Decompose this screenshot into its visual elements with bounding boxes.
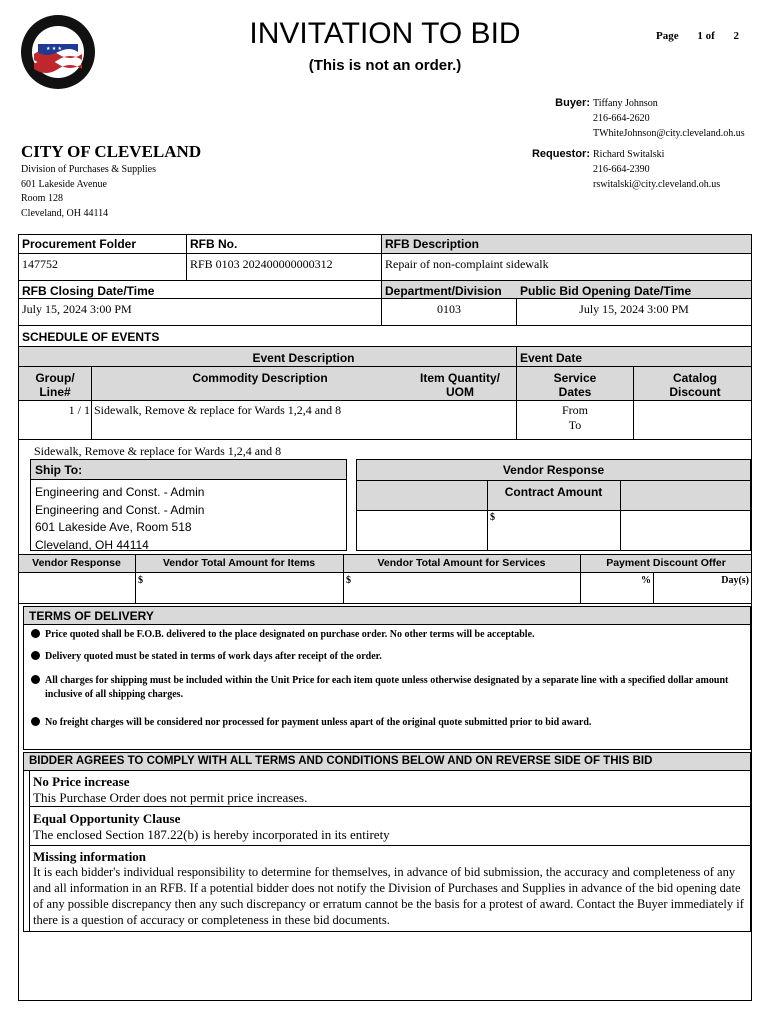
rfb-no-label: RFB No. xyxy=(190,237,238,251)
equal-opportunity-title: Equal Opportunity Clause xyxy=(33,811,181,826)
buyer-email: TWhiteJohnson@city.cleveland.oh.us xyxy=(593,128,745,139)
total-items-dollar: $ xyxy=(138,575,143,586)
rfb-description: Repair of non-complaint sidewalk xyxy=(385,257,549,271)
total-items-label: Vendor Total Amount for Items xyxy=(162,557,316,569)
bullet-icon xyxy=(31,675,40,684)
missing-info-title: Missing information xyxy=(33,849,147,864)
procurement-folder: 147752 xyxy=(22,257,58,271)
buyer-name: Tiffany Johnson xyxy=(593,98,658,109)
rfb-no: RFB 0103 202400000000312 xyxy=(190,257,333,271)
catalog-discount-label: Catalog Discount xyxy=(669,371,721,399)
requestor-email: rswitalski@city.cleveland.oh.us xyxy=(593,179,721,190)
buyer-info xyxy=(593,96,745,141)
rfb-closing: July 15, 2024 3:00 PM xyxy=(22,302,132,316)
opening: July 15, 2024 3:00 PM xyxy=(579,302,689,316)
requestor-name: Richard Switalski xyxy=(593,149,665,160)
page-indicator: Page 1 of 2 xyxy=(656,30,740,42)
discount-percent: % xyxy=(641,575,651,586)
page-title: INVITATION TO BID xyxy=(249,17,521,50)
event-description-label: Event Description xyxy=(252,351,355,365)
conditions-label: BIDDER AGREES TO COMPLY WITH ALL TERMS AND CONDITIONS BELOW AND ON REVERSE SIDE OF THIS BID xyxy=(29,755,653,767)
commodity-label: Commodity Description xyxy=(192,371,328,385)
schedule-label: SCHEDULE OF EVENTS xyxy=(22,330,160,344)
ship-to-address: Engineering and Const. - Admin Engineering and Const. - Admin 601 Lakeside Ave, Room 518 Cleveland, OH 44114 xyxy=(35,485,205,552)
service-dates-label: Service Dates xyxy=(553,371,597,399)
requestor-phone: 216-664-2390 xyxy=(593,164,650,175)
event-date-label: Event Date xyxy=(520,351,583,365)
quantity-label: Item Quantity/ UOM xyxy=(419,371,500,399)
dept-label: Department/Division xyxy=(385,284,502,298)
bullet-icon xyxy=(31,651,40,660)
total-services-dollar: $ xyxy=(346,575,351,586)
rfb-closing-label: RFB Closing Date/Time xyxy=(22,284,155,298)
svg-text:★ ★ ★: ★ ★ ★ xyxy=(46,47,62,52)
contract-amount-input[interactable] xyxy=(498,512,616,548)
term-item-2: Delivery quoted must be stated in terms of work days after receipt of the order. xyxy=(31,650,731,664)
org-name: CITY OF CLEVELAND xyxy=(21,142,202,161)
rfb-description-label: RFB Description xyxy=(385,237,480,251)
buyer-phone: 216-664-2620 xyxy=(593,113,650,124)
procurement-folder-label: Procurement Folder xyxy=(22,237,137,251)
bullet-icon xyxy=(31,717,40,726)
opening-label: Public Bid Opening Date/Time xyxy=(520,284,692,298)
total-services-input[interactable] xyxy=(354,575,576,601)
requestor-info xyxy=(593,147,720,192)
bullet-icon xyxy=(31,629,40,638)
commodity-description: Sidewalk, Remove & replace for Wards 1,2,4 and 8 xyxy=(94,403,342,417)
requestor-label: Requestor: xyxy=(531,148,590,160)
total-services-label: Vendor Total Amount for Services xyxy=(377,557,546,569)
dept: 0103 xyxy=(437,302,461,316)
term-item-4: No freight charges will be considered nor processed for payment unless apart of the original quote submitted prior to bid award. xyxy=(31,716,731,730)
term-item-1: Price quoted shall be F.O.B. delivered to the place designated on purchase order. No other terms will be acceptable. xyxy=(31,628,731,642)
equal-opportunity-text: The enclosed Section 187.22(b) is hereby incorporated in its entirety xyxy=(33,827,390,842)
contract-amount-label: Contract Amount xyxy=(504,485,603,499)
price-increase-title: No Price increase xyxy=(33,774,130,789)
service-to: To xyxy=(568,418,582,432)
total-items-input[interactable] xyxy=(146,575,340,601)
discount-days: Day(s) xyxy=(721,575,749,586)
vendor-response-label: Vendor Response xyxy=(502,463,605,477)
term-item-3: All charges for shipping must be included within the Unit Price for each item quote unless otherwise designated by a separate line with a specified dollar amount inclusive of all shipping charges. xyxy=(31,674,731,702)
discount-percent-input[interactable] xyxy=(583,575,639,601)
missing-info-text: It is each bidder's individual responsibility to determine for themselves, in advance of bid submission, the accuracy and completeness of any and all information in an RFB. If a potential bidder does not notify the Division of Purchases and Supplies in advance of the bid opening date of any possible discrepancy then any such discrepancy or erratum cannot be the basis for a protest of award. Contact the Buyer immediately if there is a question of accuracy or completeness in these bid documents. xyxy=(33,865,744,927)
vendor-response-col-label: Vendor Response xyxy=(32,557,121,569)
city-seal xyxy=(20,14,96,90)
ship-to-label: Ship To: xyxy=(35,463,83,477)
org-address: Division of Purchases & Supplies 601 Lakeside Avenue Room 128 Cleveland, OH 44114 xyxy=(21,164,156,219)
line-description: Sidewalk, Remove & replace for Wards 1,2,4 and 8 xyxy=(34,444,282,458)
line-number: 1 / 1 xyxy=(68,403,90,417)
payment-discount-label: Payment Discount Offer xyxy=(606,557,726,569)
terms-label: TERMS OF DELIVERY xyxy=(29,609,154,623)
contract-amount-dollar: $ xyxy=(490,512,495,523)
buyer-label: Buyer: xyxy=(555,97,590,109)
service-from: From xyxy=(561,403,588,417)
price-increase-text: This Purchase Order does not permit price increases. xyxy=(33,790,308,805)
group-line-label: Group/ Line# xyxy=(35,371,75,399)
page-subtitle: (This is not an order.) xyxy=(308,57,462,74)
